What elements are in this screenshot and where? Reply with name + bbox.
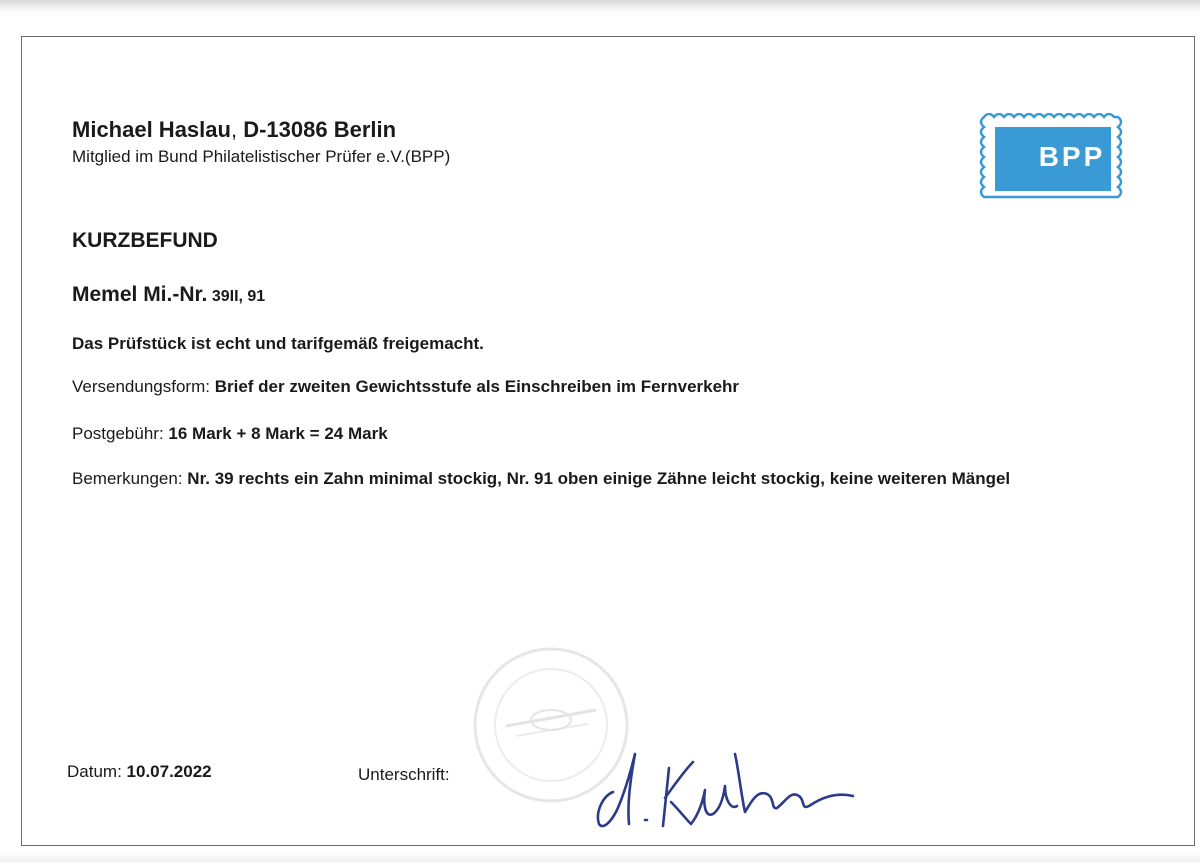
logo-text: BPP	[1038, 141, 1106, 172]
remarks-value: Nr. 39 rechts ein Zahn minimal stockig, Nr. 91 oben einige Zähne leicht stockig, keine weiteren Mängel	[187, 469, 1011, 488]
remarks-label: Bemerkungen:	[72, 469, 188, 488]
document-heading: KURZBEFUND	[72, 229, 218, 252]
subject-numbers: 39II, 91	[207, 288, 266, 305]
examiner-name: Michael Haslau	[72, 117, 231, 142]
bpp-logo-icon	[978, 113, 1128, 199]
shipping-line	[72, 377, 739, 397]
fee-value: 16 Mark + 8 Mark = 24 Mark	[168, 424, 388, 443]
shipping-value: Brief der zweiten Gewichtsstufe als Einschreiben im Fernverkehr	[214, 377, 740, 396]
subject-label: Memel Mi.-Nr.	[72, 283, 208, 306]
date-line	[67, 762, 212, 782]
name-separator: ,	[230, 117, 238, 142]
handwritten-signature	[585, 740, 875, 835]
shipping-label: Versendungsform:	[72, 377, 215, 396]
scan-top-edge	[0, 0, 1200, 14]
fee-label: Postgebühr:	[72, 424, 169, 443]
membership-line: Mitglied im Bund Philatelistischer Prüfer e.V.(BPP)	[72, 147, 451, 166]
examiner-city: D-13086 Berlin	[237, 117, 397, 142]
examiner-name-line	[72, 117, 396, 143]
fee-line	[72, 424, 388, 444]
remarks-block	[72, 469, 1152, 489]
verdict-line: Das Prüfstück ist echt und tarifgemäß freigemacht.	[72, 334, 484, 353]
date-label: Datum:	[67, 762, 127, 781]
subject-line	[72, 283, 265, 307]
signature-label: Unterschrift:	[358, 765, 450, 784]
scan-bottom-edge	[0, 852, 1200, 862]
date-value: 10.07.2022	[126, 762, 212, 781]
